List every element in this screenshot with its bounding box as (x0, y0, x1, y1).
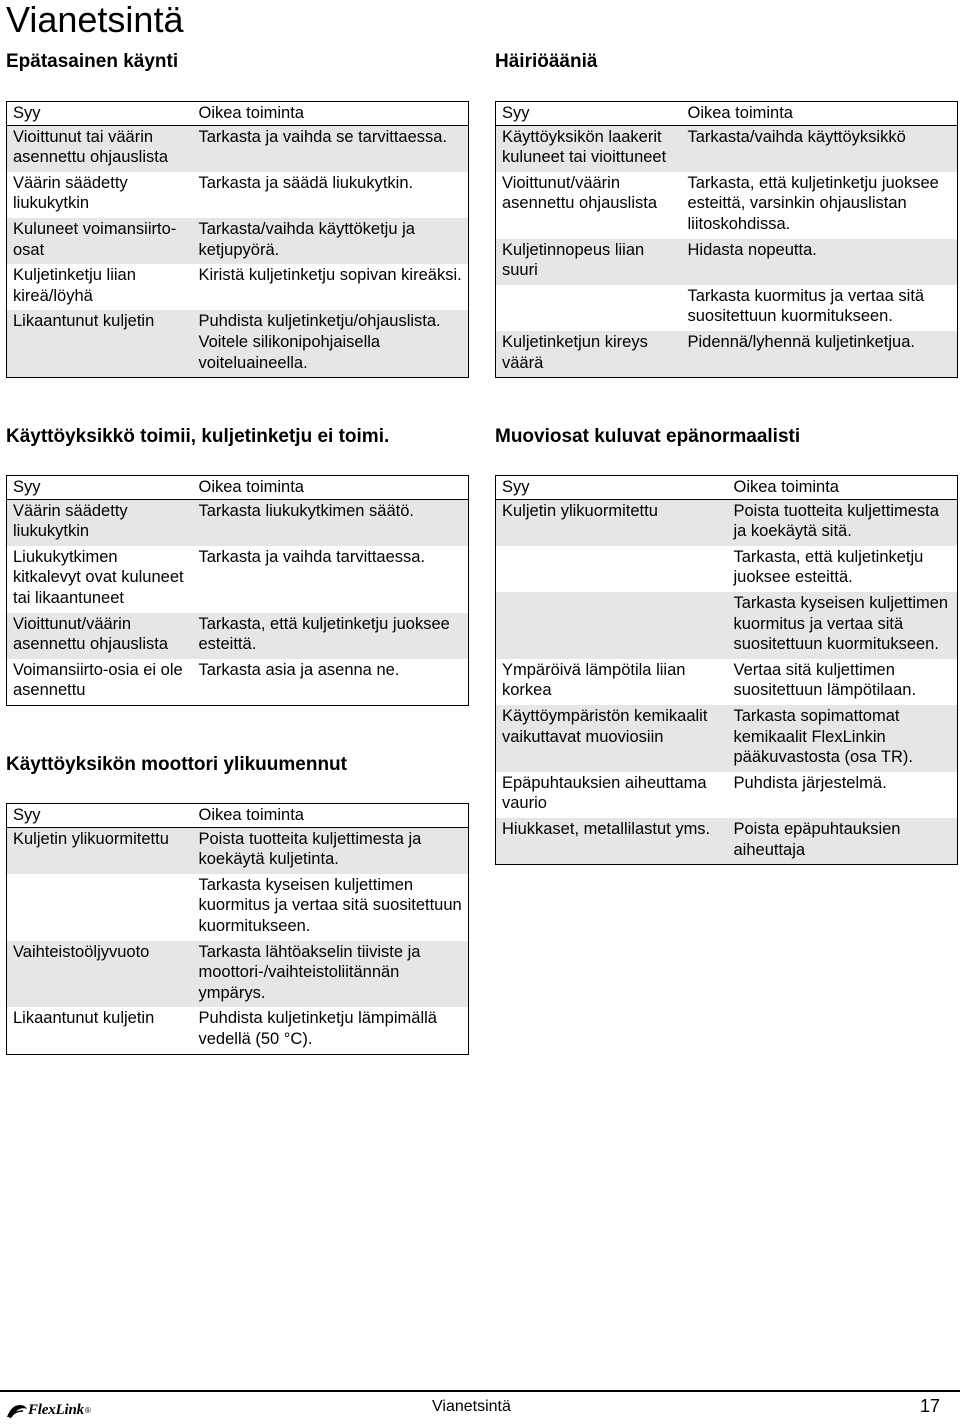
cause-cell: Vioittunut tai väärin asennettu ohjauslista (7, 125, 193, 172)
column-header-cause: Syy (7, 804, 193, 828)
cause-cell: Vioittunut/väärin asennettu ohjauslista (496, 172, 682, 239)
section-heading-motor-overheated: Käyttöyksikön moottori ylikuumennut (6, 754, 347, 775)
action-cell: Tarkasta, että kuljetinketju juoksee esteittä, varsinkin ohjauslistan liitoskohdissa. (682, 172, 958, 239)
cause-cell (7, 874, 193, 941)
table-row (7, 499, 469, 546)
action-cell: Tarkasta ja säädä liukukytkin. (193, 172, 469, 218)
table-header-row (7, 804, 469, 828)
table-row (496, 499, 958, 546)
page-footer (0, 1390, 960, 1427)
table-row (7, 1007, 469, 1054)
action-cell: Hidasta nopeutta. (682, 239, 958, 285)
cause-cell: Käyttöympäristön kemikaalit vaikuttavat muoviosiin (496, 705, 728, 772)
section-heading-noise: Häiriöääniä (495, 51, 598, 72)
action-cell: Tarkasta, että kuljetinketju juoksee esteittä. (728, 546, 958, 592)
table-plastic-wear (495, 475, 958, 865)
table-row (496, 659, 958, 705)
action-cell: Tarkasta kyseisen kuljettimen kuormitus ja vertaa sitä suositettuun kuormitukseen. (728, 592, 958, 659)
cause-cell: Voimansiirto-osia ei ole asennettu (7, 659, 193, 706)
table-uneven-running (6, 101, 469, 378)
section-heading-plastic-wear: Muoviosat kuluvat epänormaalisti (495, 426, 801, 447)
table-drive-runs-chain-stopped (6, 475, 469, 706)
action-cell: Tarkasta liukukytkimen säätö. (193, 499, 469, 546)
table-header-row (7, 476, 469, 500)
column-header-cause: Syy (496, 476, 728, 500)
table-row (7, 659, 469, 706)
column-header-action: Oikea toiminta (193, 476, 469, 500)
action-cell: Tarkasta kuormitus ja vertaa sitä suositettuun kuormitukseen. (682, 285, 958, 331)
table-row (496, 172, 958, 239)
table-row (496, 239, 958, 285)
table-header-row (496, 476, 958, 500)
action-cell: Poista tuotteita kuljettimesta ja koekäytä kuljetinta. (193, 827, 469, 874)
action-cell: Tarkasta/vaihda käyttöyksikkö (682, 125, 958, 172)
cause-cell: Kuljetinketju liian kireä/löyhä (7, 264, 193, 310)
table-header-row (7, 102, 469, 126)
cause-cell: Kuljetin ylikuormitettu (7, 827, 193, 874)
cause-cell (496, 285, 682, 331)
table-row (496, 705, 958, 772)
action-cell: Tarkasta ja vaihda tarvittaessa. (193, 546, 469, 613)
section-heading-drive-runs-chain-stopped: Käyttöyksikkö toimii, kuljetinketju ei toimi. (6, 426, 390, 447)
column-header-action: Oikea toiminta (682, 102, 958, 126)
table-row (7, 172, 469, 218)
cause-cell: Likaantunut kuljetin (7, 310, 193, 377)
action-cell: Puhdista kuljetinketju lämpimällä vedellä (50 °C). (193, 1007, 469, 1054)
action-cell: Tarkasta, että kuljetinketju juoksee esteittä. (193, 613, 469, 659)
cause-cell: Kuljetin ylikuormitettu (496, 499, 728, 546)
table-row (7, 613, 469, 659)
flexlink-logo-icon (6, 1403, 28, 1419)
action-cell: Tarkasta kyseisen kuljettimen kuormitus ja vertaa sitä suositettuun kuormitukseen. (193, 874, 469, 941)
registered-mark: ® (84, 1406, 91, 1415)
cause-cell: Kuljetinnopeus liian suuri (496, 239, 682, 285)
action-cell: Tarkasta/vaihda käyttöketju ja ketjupyörä. (193, 218, 469, 264)
table-noise (495, 101, 958, 378)
action-cell: Kiristä kuljetinketju sopivan kireäksi. (193, 264, 469, 310)
cause-cell: Ympäröivä lämpötila liian korkea (496, 659, 728, 705)
table-row (496, 592, 958, 659)
table-row (496, 331, 958, 378)
action-cell: Puhdista kuljetinketju/ohjauslista. Voitele silikonipohjaisella voiteluaineella. (193, 310, 469, 377)
section-heading-uneven-running: Epätasainen käynti (6, 51, 179, 72)
table-row (7, 874, 469, 941)
table-row (7, 125, 469, 172)
table-row (7, 941, 469, 1008)
table-row (496, 285, 958, 331)
table-row (496, 125, 958, 172)
cause-cell: Epäpuhtauksien aiheuttama vaurio (496, 772, 728, 818)
action-cell: Vertaa sitä kuljettimen suositettuun lämpötilaan. (728, 659, 958, 705)
action-cell: Poista tuotteita kuljettimesta ja koekäytä sitä. (728, 499, 958, 546)
table-row (7, 310, 469, 377)
table-motor-overheated (6, 803, 469, 1055)
page-number: 17 (919, 1396, 940, 1416)
cause-cell: Liukukytkimen kitkalevyt ovat kuluneet tai likaantuneet (7, 546, 193, 613)
cause-cell: Kuljetinketjun kireys väärä (496, 331, 682, 378)
action-cell: Tarkasta lähtöakselin tiiviste ja moottori-/vaihteistoliitännän ympärys. (193, 941, 469, 1008)
table-row (496, 818, 958, 865)
cause-cell: Väärin säädetty liukukytkin (7, 499, 193, 546)
table-row (7, 546, 469, 613)
action-cell: Pidennä/lyhennä kuljetinketjua. (682, 331, 958, 378)
cause-cell (496, 592, 728, 659)
column-header-cause: Syy (496, 102, 682, 126)
cause-cell: Vioittunut/väärin asennettu ohjauslista (7, 613, 193, 659)
column-header-action: Oikea toiminta (193, 804, 469, 828)
action-cell: Poista epäpuhtauksien aiheuttaja (728, 818, 958, 865)
column-header-action: Oikea toiminta (193, 102, 469, 126)
cause-cell: Hiukkaset, metallilastut yms. (496, 818, 728, 865)
footer-chapter-title: Vianetsintä (432, 1398, 511, 1415)
brand-name: FlexLink (28, 1402, 84, 1418)
cause-cell: Käyttöyksikön laakerit kuluneet tai vioittuneet (496, 125, 682, 172)
column-header-cause: Syy (7, 476, 193, 500)
cause-cell: Vaihteistoöljyvuoto (7, 941, 193, 1008)
cause-cell (496, 546, 728, 592)
table-header-row (496, 102, 958, 126)
table-row (7, 264, 469, 310)
column-header-action: Oikea toiminta (728, 476, 958, 500)
action-cell: Tarkasta asia ja asenna ne. (193, 659, 469, 706)
cause-cell: Väärin säädetty liukukytkin (7, 172, 193, 218)
flexlink-logo (6, 1402, 91, 1419)
table-row (496, 772, 958, 818)
action-cell: Puhdista järjestelmä. (728, 772, 958, 818)
cause-cell: Likaantunut kuljetin (7, 1007, 193, 1054)
column-header-cause: Syy (7, 102, 193, 126)
page-title: Vianetsintä (6, 0, 184, 40)
cause-cell: Kuluneet voimansiirto-osat (7, 218, 193, 264)
action-cell: Tarkasta sopimattomat kemikaalit FlexLinkin pääkuvastosta (osa TR). (728, 705, 958, 772)
table-row (7, 218, 469, 264)
table-row (496, 546, 958, 592)
action-cell: Tarkasta ja vaihda se tarvittaessa. (193, 125, 469, 172)
table-row (7, 827, 469, 874)
